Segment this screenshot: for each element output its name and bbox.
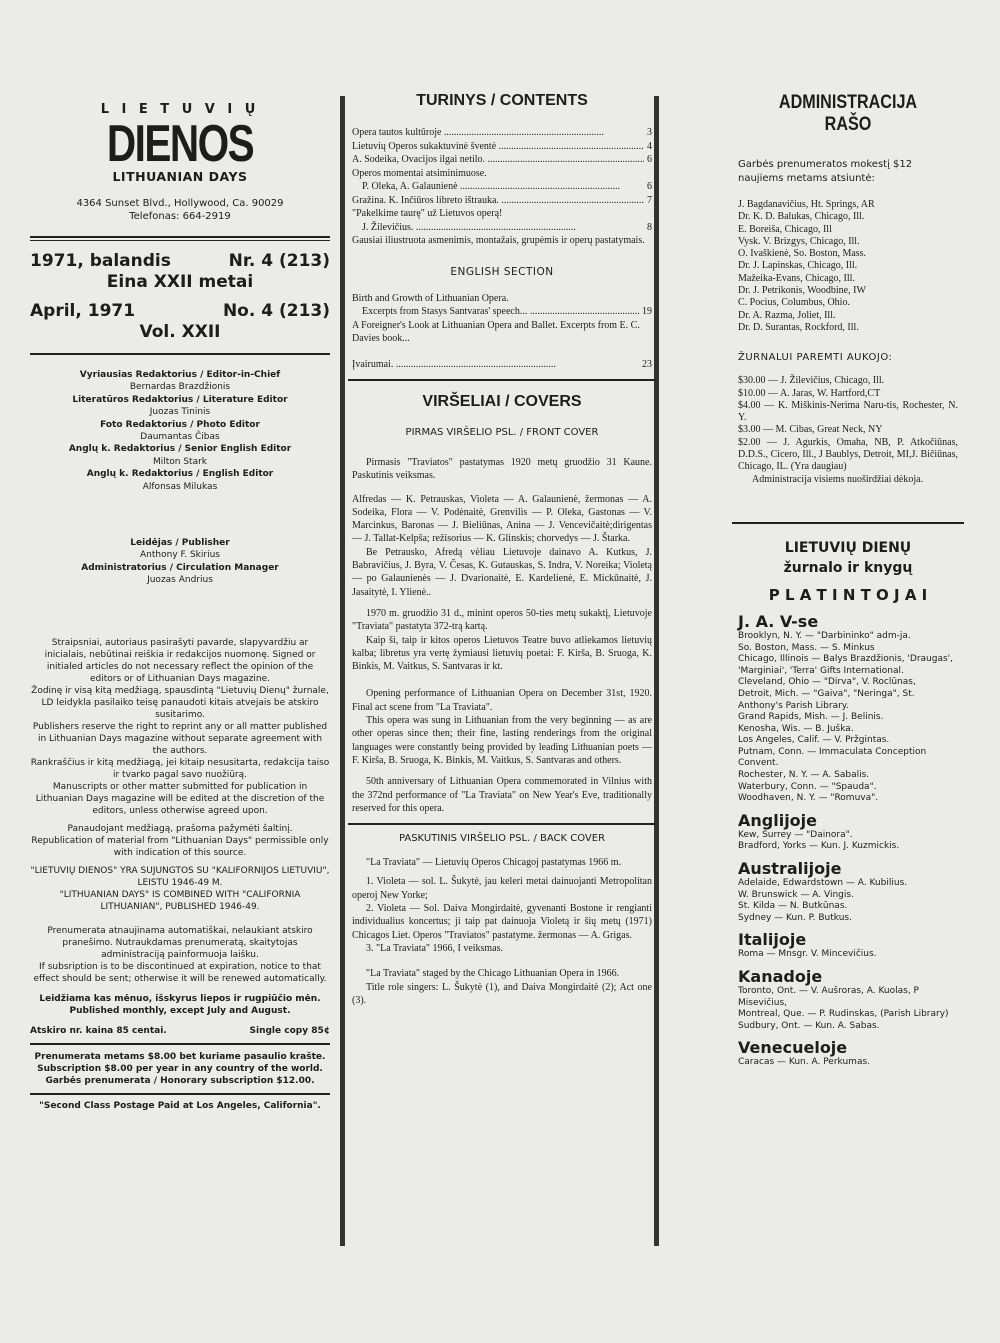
front-cover-title: PIRMAS VIRŠELIO PSL. / FRONT COVER — [405, 427, 599, 438]
notice: Straipsniai, autoriaus pasirašyti pavarde, slapyvardžiu ar inicialais, nebūtinai reiškia ir redakcijos nuomonę. Signed or initialed articles do not necessary reflect the opinion of the editors or of Lithuanian Days magazine. — [44, 637, 316, 684]
notice: If subsription is to be discontinued at expiration, notice to that effect should be sent; otherwise it will be renewed automatically. — [33, 961, 327, 984]
subscription-line: Garbės prenumerata / Honorary subscription $12.00. — [45, 1075, 315, 1086]
toc-row — [352, 140, 652, 154]
cover-paragraph: "La Traviata" staged by the Chicago Lithuanian Opera in 1966. — [366, 968, 620, 980]
support-item: $4.00 — K. Miškinis-Nerima Naru-tis, Rochester, N. Y. — [738, 399, 958, 424]
toc-page: 4 — [647, 140, 652, 152]
region-usa: J. A. V-se — [738, 611, 819, 631]
cover-paragraph: This opera was sung in Lithuanian from the very beginning — as are other operas since then; their fine, lasting renderings from the original languages were constantly being provided by leading Lithuanian poets — F. Kirša, B. Sruoga, K. Binkis, M. Vaitkus, S. Santvaras and others. — [352, 715, 652, 766]
distributors-title-1: LIETUVIŲ DIENŲ — [784, 539, 912, 556]
donor: Vysk. V. Brizgys, Chicago, Ill. — [738, 235, 860, 247]
region-canada: Kanadoje — [738, 967, 823, 986]
issue-volume: Vol. XXII — [139, 322, 221, 342]
cover-paragraph: "La Traviata" — Lietuvių Operos Chicagoj pastatymas 1966 m. — [366, 857, 622, 869]
distributor: Roma — Mnsgr. V. Mincevičius. — [738, 949, 877, 960]
toc-row — [352, 358, 652, 372]
cover-paragraph: 2. Violeta — Sol. Daiva Mongirdaitė, gyvenanti Bostone ir rengianti individualius koncertus; ji taip pat dainuoja Violetą ir šių metų (1971) Chicagos Liet. Operos "Traviatos" pastatyme. žermonas — A. Grigas. — [352, 903, 652, 941]
divider — [348, 379, 656, 381]
cover-paragraph: Alfredas — K. Petrauskas, Violeta — A. Galaunienė, žermonas — A. Sodeika, Flora — V. Podėnaitė, Grenvilis — P. Oleka, Gastonas — V. Marcinkus, Baronas — J. Bieliūnas, Anina — J. Vencevičaitė;dirigentas — J. Tallat-Kelpša; režisorius — K. Glinskis; chorvedys — J. Štarka. — [352, 493, 652, 545]
distributors-title-2: žurnalo ir knygų — [783, 559, 913, 576]
distributor: Kew, Surrey — "Dainora". — [738, 829, 853, 840]
support-item: $10.00 — A. Jaras, W. Hartford,CT — [738, 387, 881, 399]
italy-list — [738, 949, 958, 961]
staff-role: Literatūros Redaktorius / Literature Editor — [72, 394, 288, 405]
staff-name: Bernardas Brazdžionis — [129, 382, 231, 393]
distributor: Adelaide, Edwardstown — A. Kubilius. — [738, 878, 908, 889]
masthead — [30, 102, 330, 222]
donor: Mažeika-Evans, Chicago, Ill. — [738, 272, 855, 284]
usa-list — [738, 631, 958, 805]
distributor: Montreal, Que. — P. Rudinskas, (Parish Library) — [738, 1009, 949, 1020]
masthead-address: 4364 Sunset Blvd., Hollywood, Ca. 90029 — [76, 198, 284, 209]
support-title: ŽURNALUI PAREMTI AUKOJO: — [738, 352, 893, 364]
distributor: Woodhaven, N. Y. — "Romuva". — [738, 793, 879, 804]
issue-year-lt: Eina XXII metai — [106, 272, 254, 292]
toc-title: Opera tautos kultūroje ..... — [352, 126, 644, 140]
toc-title: Lietuvių Operos sukaktuvinė šventė ..... — [352, 140, 644, 154]
right-column — [738, 92, 958, 1069]
notice: Panaudojant medžiagą, prašoma pažymėti šaltinį. — [67, 823, 293, 834]
distributor: Caracas — Kun. A. Perkumas. — [738, 1057, 871, 1068]
support-thanks: Administracija visiems nuoširdžiai dėkoja. — [752, 473, 924, 485]
notice: "LITHUANIAN DAYS" IS COMBINED WITH "CALIFORNIA LITHUANIAN", PUBLISHED 1946-49. — [59, 889, 301, 912]
cover-paragraph: Be Petrausko, Afredą vėliau Lietuvoje dainavo A. Kutkus, J. Babravičius, J. Byra, V. Česas, K. Gutauskas, S. Indra, V. Noreika; Violetą — po Galaunienės — J. Dvarionaitė, E. Kardelienė, E. Mickūnaitė, J. Jasaitytė, I. Ylienė.. — [352, 546, 652, 598]
english-item: A Foreigner's Look at Lithuanian Opera and Ballet. Excerpts from E. C. Davies book... — [352, 319, 640, 344]
notice: Republication of material from "Lithuanian Days" permissible only with indication of this source. — [31, 835, 329, 858]
staff-role: Anglų k. Redaktorius / English Editor — [86, 469, 274, 480]
donor: Dr. K. D. Balukas, Chicago, Ill. — [738, 211, 865, 223]
cover-paragraph: Title role singers: L. Šukytė (1), and Daiva Mongirdaitė (2); Act one (3). — [352, 981, 652, 1006]
postage-notice: "Second Class Postage Paid at Los Angeles, California". — [39, 1100, 321, 1111]
left-column — [30, 80, 330, 1111]
masthead-phone: Telefonas: 664-2919 — [129, 211, 231, 222]
staff-name: Alfonsas Milukas — [142, 481, 218, 492]
distributor: Detroit, Mich. — "Gaiva", "Neringa", St. Anthony's Parish Library. — [738, 688, 915, 711]
notice: Rankraščius ir kitą medžiagą, jei kitaip nesusitarta, redakcija taiso ir tvarko pagal savo nuožiūrą. — [30, 757, 330, 780]
staff-name: Juozas Andrius — [147, 575, 213, 586]
staff-role: Leidėjas / Publisher — [130, 538, 230, 549]
issue-number-lt: Nr. 4 (213) — [228, 251, 330, 271]
masthead-subtitle: LITHUANIAN DAYS — [112, 169, 248, 184]
masthead-top-word: L I E T U V I Ų — [100, 102, 260, 117]
distributor: Cleveland, Ohio — "Dirva", V. Roclūnas, — [738, 677, 916, 688]
toc-title: Excerpts from Stasys Santvaras' speech... ..... — [352, 305, 639, 319]
distributor: Waterbury, Conn. — "Spauda". — [738, 781, 877, 792]
covers-text — [352, 456, 652, 815]
toc-page: 6 — [647, 154, 652, 165]
middle-column — [352, 92, 652, 1007]
back-cover-title: PASKUTINIS VIRŠELIO PSL. / BACK COVER — [398, 833, 606, 845]
english-item: Birth and Growth of Lithuanian Opera. — [352, 292, 509, 304]
subscription-line: Subscription $8.00 per year in any country of the world. — [37, 1063, 323, 1074]
toc-title: Įvairumai. ..... — [352, 358, 639, 372]
staff-name: Daumantas Čibas — [140, 432, 220, 443]
support-list — [738, 375, 958, 486]
vertical-rule — [340, 96, 345, 1246]
issue-info — [30, 251, 330, 343]
notice: "LIETUVIŲ DIENOS" YRA SUJUNGTOS SU "KALIFORNIJOS LIETUVIU", LEISTU 1946-49 M. — [30, 865, 330, 888]
support-item: $2.00 — J. Agurkis, Omaha, NB, P. Atkočiūnas, D.D.S., Cicero, Ill., J Baublys, Detroit, MI,J. Bičiūnas, Chicago, IL. (Yra daugiau) — [738, 436, 958, 473]
distributor: Brooklyn, N. Y. — "Darbininko" adm-ja. — [738, 630, 911, 641]
canada-list — [738, 986, 958, 1032]
australia-list — [738, 878, 958, 924]
divider — [348, 823, 656, 825]
donor: Dr. D. Surantas, Rockford, Ill. — [738, 321, 859, 333]
toc-page: 6 — [647, 181, 652, 192]
region-italy: Italijoje — [738, 930, 807, 950]
cover-paragraph: Opening performance of Lithuanian Opera on December 31st, 1920. Final act scene from "La Traviata". — [352, 688, 652, 713]
donor: C. Pocius, Columbus, Ohio. — [738, 297, 850, 309]
divider — [30, 353, 330, 355]
admin-title: ADMINISTRACIJA RAŠO — [778, 92, 918, 135]
distributor: So. Boston, Mass. — S. Minkus — [738, 642, 875, 653]
toc-title: P. Oleka, A. Galaunienė ..... — [352, 180, 644, 194]
issue-date-en: April, 1971 — [30, 301, 136, 321]
toc-title: A. Sodeika, Ovacijos ilgai netilo. ..... — [352, 153, 644, 167]
donor: Dr. J. Lapinskas, Chicago, Ill. — [738, 260, 858, 272]
price-en: Single copy 85¢ — [249, 1025, 330, 1036]
toc-page: 23 — [642, 358, 652, 370]
staff-role: Foto Redaktorius / Photo Editor — [100, 419, 260, 430]
staff-role: Anglų k. Redaktorius / Senior English Editor — [68, 444, 292, 455]
distributor: Bradford, Yorks — Kun. J. Kuzmickis. — [738, 841, 900, 852]
staff-name: Juozas Tininis — [149, 407, 211, 418]
divider — [30, 236, 330, 241]
covers-title: VIRŠELIAI / COVERS — [422, 393, 582, 410]
venezuela-list — [738, 1057, 958, 1069]
region-australia: Australijoje — [738, 859, 842, 879]
distributor: Los Angeles, Calif. — V. Pržgintas. — [738, 735, 890, 746]
toc-title: Gražina. K. Inčiūros libreto ištrauka. ..... — [352, 194, 644, 208]
notices — [30, 637, 330, 1037]
toc-row — [352, 194, 652, 208]
distributor: Putnam, Conn. — Immaculata Conception Convent. — [738, 746, 927, 769]
toc-page: 19 — [642, 306, 652, 317]
donor: Dr. A. Razma, Joliet, Ill. — [738, 309, 836, 321]
distributor: Rochester, N. Y. — A. Sabalis. — [738, 770, 870, 781]
toc-title: Operos momentai atsiminimuose. — [352, 167, 487, 179]
donor: J. Bagdanavičius, Ht. Springs, AR — [738, 199, 875, 210]
donor: Dr. J. Petrikonis, Woodbine, IW — [738, 285, 866, 297]
english-contents — [352, 292, 652, 372]
back-cover-text — [352, 856, 652, 1007]
price-lt: Atskiro nr. kaina 85 centai. — [30, 1025, 167, 1036]
distributor: Sudbury, Ont. — Kun. A. Sabas. — [738, 1020, 880, 1031]
toc-row — [352, 180, 652, 194]
divider — [732, 522, 964, 524]
distributor: Chicago, Illinois — Balys Brazdžionis, 'Draugas', 'Marginiai', 'Terra' Gifts International. — [738, 654, 953, 676]
notice: Publishers reserve the right to reprint any or all matter published in Lithuanian Days magazine without separate agreement with the authors. — [32, 721, 328, 756]
contents-title: TURINYS / CONTENTS — [416, 92, 588, 109]
region-venezuela: Venecueloje — [738, 1038, 848, 1058]
toc-row — [352, 126, 652, 140]
cover-paragraph: Pirmasis "Traviatos" pastatymas 1920 metų gruodžio 31 Kaune. Paskutinis veiksmas. — [352, 457, 652, 482]
divider — [30, 1043, 330, 1045]
staff-role: Vyriausias Redaktorius / Editor-in-Chief — [79, 370, 281, 380]
contents-note: Gausiai iliustruota asmenimis, montažais, grupėmis ir operų pastatymais. — [352, 235, 645, 246]
staff-name: Milton Stark — [152, 456, 208, 467]
distributor: St. Kilda — N. Butkūnas. — [738, 901, 848, 912]
toc-title: J. Žilevičius. ..... — [352, 221, 644, 235]
divider — [30, 1093, 330, 1095]
notice: Published monthly, except July and August. — [69, 1005, 291, 1016]
masthead-logo: DIENOS — [106, 115, 254, 173]
distributor: Toronto, Ont. — V. Aušroras, A. Kuolas, P Misevičius, — [738, 986, 919, 1008]
cover-paragraph: 50th anniversary of Lithuanian Opera commemorated in Vilnius with the 372nd performance of "La Traviata" on New Year's Eve, traditionally reserved for this opera. — [352, 776, 652, 814]
toc-row — [352, 153, 652, 167]
staff-list — [30, 369, 330, 587]
toc-page: 3 — [647, 127, 652, 138]
subscription-info — [30, 1051, 330, 1087]
notice: Manuscripts or other matter submitted for publication in Lithuanian Days magazine will be edited at the discretion of the editors, unless otherwise agreed upon. — [35, 781, 325, 816]
vertical-rule — [654, 96, 659, 1246]
donor-list — [738, 199, 958, 334]
issue-number-en: No. 4 (213) — [222, 301, 330, 321]
region-uk: Anglijoje — [738, 810, 818, 830]
distributors-title-3: P L A T I N T O J A I — [768, 585, 928, 604]
cover-paragraph: Kaip ši, taip ir kitos operos Lietuvos Teatre buvo atliekamos lietuvių kalba; libretus yra vertę žymiausi lietuvių poetai: F. Kirša, B. Sruoga, K. Binkis, M. Vaitkus, S. Santvaras ir kt. — [352, 634, 652, 673]
notice: Leidžiama kas mėnuo, išskyrus liepos ir rugpiūčio mėn. — [39, 993, 321, 1004]
subscription-line: Prenumerata metams $8.00 bet kuriame pasaulio krašte. — [34, 1051, 326, 1062]
cover-paragraph: 3. "La Traviata" 1966, I veiksmas. — [366, 942, 504, 954]
donor: E. Boreiša, Chicago, Ill — [738, 223, 832, 235]
toc-title: "Pakelkime taurę" už Lietuvos operą! — [352, 208, 503, 219]
toc-page: 8 — [647, 221, 652, 233]
staff-name: Anthony F. Skirius — [140, 550, 220, 561]
uk-list — [738, 830, 958, 853]
contents-list — [352, 126, 652, 248]
donor: O. Ivaškienė, So. Boston, Mass. — [738, 248, 867, 260]
staff-role: Administratorius / Circulation Manager — [81, 562, 279, 573]
notice: Prenumerata atnaujinama automatiškai, nelaukiant atskiro pranešimo. Nutraukdamas prenumeratą, skaitytojas administraciją painformuoja laišku. — [47, 925, 313, 960]
toc-row — [352, 221, 652, 235]
support-item: $3.00 — M. Cibas, Great Neck, NY — [738, 424, 883, 436]
issue-date-lt: 1971, balandis — [30, 251, 171, 271]
notice: Žodinę ir visą kitą medžiagą, spausdintą "Lietuvių Dienų" žurnale, LD leidykla pasilaiko teisę panaudoti kitais atvejais be atskiro susitarimo. — [31, 685, 329, 720]
toc-row — [352, 305, 652, 319]
toc-page: 7 — [647, 194, 652, 206]
cover-paragraph: 1. Violeta — sol. L. Šukytė, jau keleri metai dainuojanti Metropolitan operoj New Yorke; — [352, 876, 652, 901]
distributor: Kenosha, Wis. — B. Juška. — [738, 723, 854, 734]
distributor: Sydney — Kun. P. Butkus. — [738, 912, 852, 923]
english-section-title: ENGLISH SECTION — [450, 265, 554, 278]
support-item: $30.00 — J. Žilevičius, Chicago, Ill. — [738, 375, 885, 387]
distributor: W. Brunswick — A. Vingis. — [738, 889, 854, 900]
cover-paragraph: 1970 m. gruodžio 31 d., minint operos 50-ties metų sukaktį, Lietuvoje "Traviata" pastatyta 372-trą kartą. — [352, 607, 652, 633]
distributor: Grand Rapids, Mish. — J. Belinis. — [738, 712, 884, 723]
admin-intro: Garbės prenumeratos mokestį $12 naujiems metams atsiuntė: — [738, 159, 913, 184]
